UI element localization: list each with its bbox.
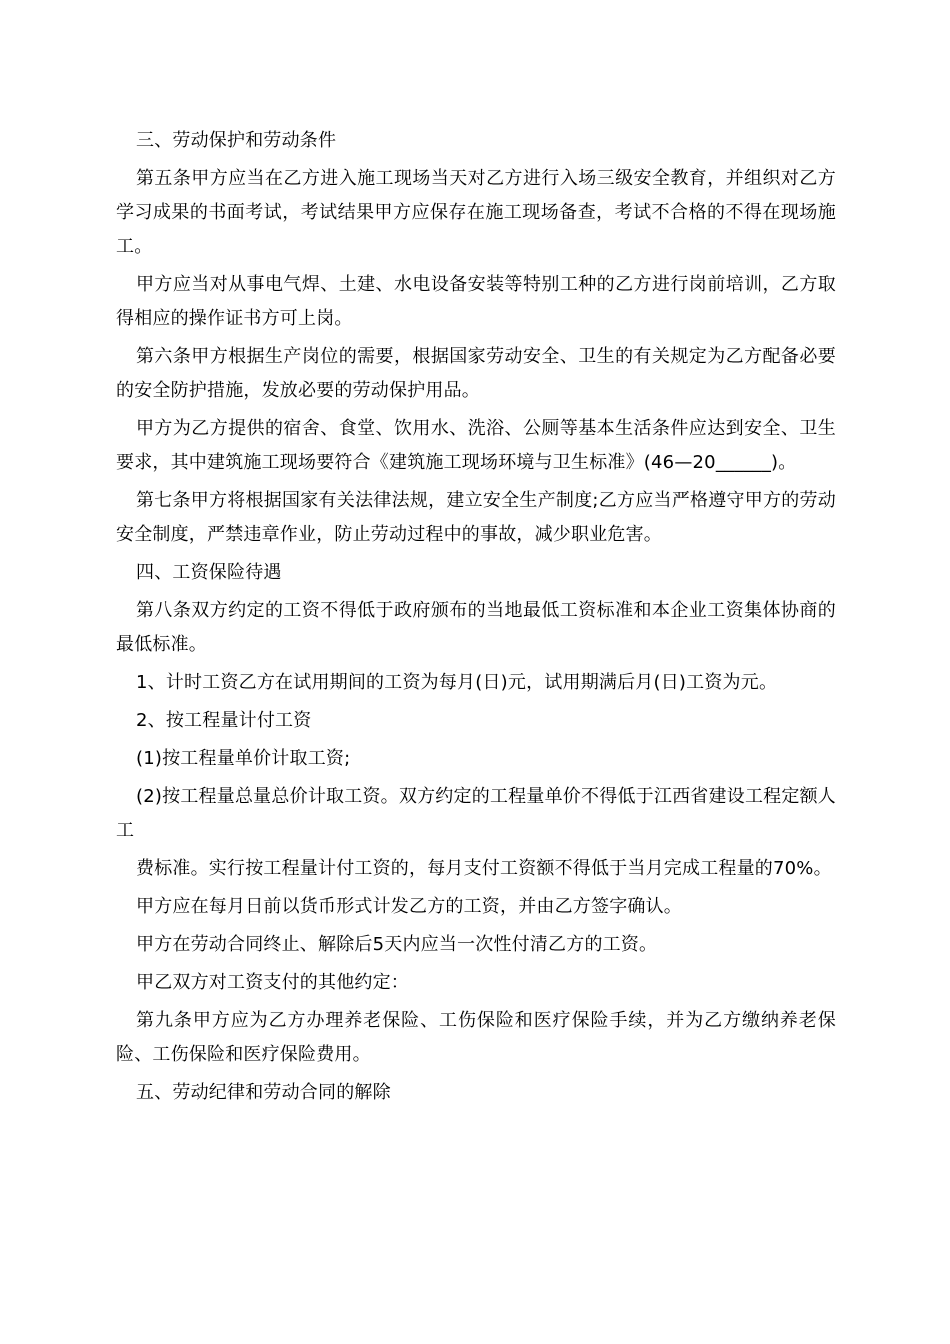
article-6-paragraph: 第六条甲方根据生产岗位的需要，根据国家劳动安全、卫生的有关规定为乙方配备必要的安全防护措施，发放必要的劳动保护用品。 xyxy=(116,346,836,401)
labor-cost-standard-paragraph: 费标准。实行按工程量计付工资的，每月支付工资额不得低于当月完成工程量的70%。 xyxy=(136,858,832,879)
section-heading-3: 三、劳动保护和劳动条件 xyxy=(136,130,337,151)
living-conditions-paragraph: 甲方为乙方提供的宿舍、食堂、饮用水、洗浴、公厕等基本生活条件应达到安全、卫生要求，其中建筑施工现场要符合《建筑施工现场环境与卫生标准》(46—20______)。 xyxy=(116,418,836,473)
article-9-paragraph: 第九条甲方应为乙方办理养老保险、工伤保险和医疗保险手续，并为乙方缴纳养老保险、工伤保险和医疗保险费用。 xyxy=(116,1010,836,1065)
hourly-wage-item: 1、计时工资乙方在试用期间的工资为每月(日)元，试用期满后月(日)工资为元。 xyxy=(136,672,778,693)
final-payment-paragraph: 甲方在劳动合同终止、解除后5天内应当一次性付清乙方的工资。 xyxy=(136,934,658,955)
piecework-wage-item: 2、按工程量计付工资 xyxy=(136,710,312,731)
payment-date-paragraph: 甲方应在每月日前以货币形式计发乙方的工资，并由乙方签字确认。 xyxy=(136,896,682,917)
training-paragraph: 甲方应当对从事电气焊、土建、水电设备安装等特别工种的乙方进行岗前培训，乙方取得相应的操作证书方可上岗。 xyxy=(116,274,836,329)
article-8-paragraph: 第八条双方约定的工资不得低于政府颁布的当地最低工资标准和本企业工资集体协商的最低标准。 xyxy=(116,600,836,655)
article-7-paragraph: 第七条甲方将根据国家有关法律法规，建立安全生产制度;乙方应当严格遵守甲方的劳动安全制度，严禁违章作业，防止劳动过程中的事故，减少职业危害。 xyxy=(116,490,836,545)
total-price-subitem: (2)按工程量总量总价计取工资。双方约定的工程量单价不得低于江西省建设工程定额人工 xyxy=(116,786,836,841)
other-agreement-paragraph: 甲乙双方对工资支付的其他约定： xyxy=(136,972,409,993)
unit-price-subitem: (1)按工程量单价计取工资; xyxy=(136,748,351,769)
section-heading-4: 四、工资保险待遇 xyxy=(136,562,282,583)
section-heading-5: 五、劳动纪律和劳动合同的解除 xyxy=(136,1082,391,1103)
document-page xyxy=(116,124,836,1114)
article-5-paragraph: 第五条甲方应当在乙方进入施工现场当天对乙方进行入场三级安全教育，并组织对乙方学习成果的书面考试，考试结果甲方应保存在施工现场备查，考试不合格的不得在现场施工。 xyxy=(116,168,836,257)
